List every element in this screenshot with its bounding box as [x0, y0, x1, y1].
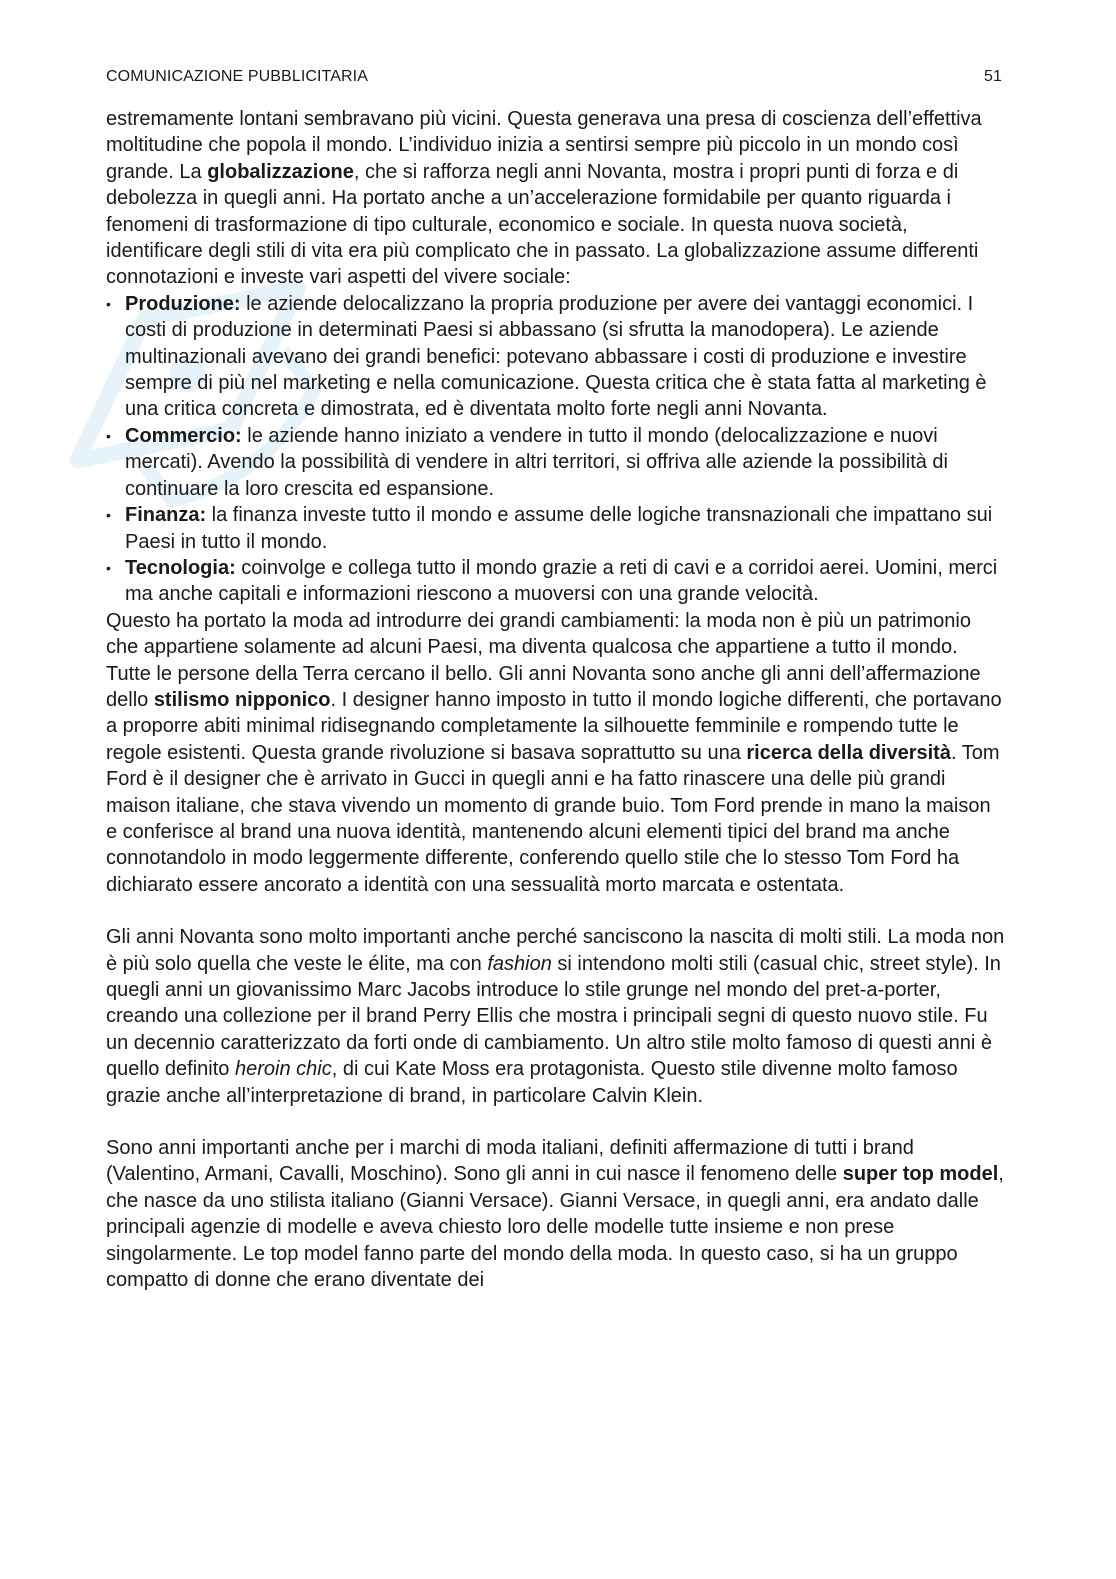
list-item — [106, 423, 1006, 502]
document-title: COMUNICAZIONE PUBBLICITARIA — [106, 68, 368, 85]
term-fashion: fashion — [487, 952, 552, 975]
paragraph-top-model: Sono anni importanti anche per i marchi di moda italiani, definiti affermazione di tutti i brand (Valentino, Armani, Cavalli, Moschino). Sono gli anni in cui nasce il fenomeno delle super top model, che nasce da uno stilista italiano (Gianni Versace). Gianni Versace, in quegli anni, era andato dalle principali agenzie di modelle e aveva chiesto loro delle modelle tutte insieme e non prese singolarmente. Le top model fanno parte del mondo della moda. In questo caso, si ha un gruppo compatto di donne che erano diventate dei — [106, 1137, 1004, 1292]
keyword-globalizzazione: globalizzazione — [207, 160, 354, 183]
bullet-icon: • — [106, 559, 111, 576]
bullet-icon: • — [106, 507, 111, 524]
keyword-stilismo-nipponico: stilismo nipponico — [153, 688, 331, 711]
list-item — [106, 502, 1006, 555]
list-item — [106, 291, 1006, 423]
bullet-icon: • — [106, 295, 111, 312]
paragraph-moda: Questo ha portato la moda ad introdurre dei grandi cambiamenti: la moda non è più un patrimonio che appartiene solamente ad alcuni Paesi, ma diventa qualcosa che appartiene a tutto il mondo. Tutte le persone della Terra cercano il bello. Gli anni Novanta sono anche gli anni dell’affermazione dello stilismo nipponico. I designer hanno imposto in tutto il mondo logiche differenti, che portavano a proporre abiti minimal ridisegnando completamente la silhouette femminile e rompendo tutte le regole esistenti. Questa grande rivoluzione si basava soprattutto su una ricerca della diversità. Tom Ford è il designer che è arrivato in Gucci in quegli anni e ha fatto rinascere una delle più grandi maison italiane, che stava vivendo un momento di grande buio. Tom Ford prende in mano la maison e conferisce al brand una nuova identità, mantenendo alcuni elementi tipici del brand ma anche connotandolo in modo leggermente differente, conferendo quello stile che lo stesso Tom Ford ha dichiarato essere ancorato a identità con una sessualità morto marcata e ostentata. — [106, 609, 1002, 896]
list-item-label: Produzione: — [125, 292, 241, 315]
keyword-super-top-model: super top model — [842, 1163, 999, 1186]
list-item-text: le aziende delocalizzano la propria produzione per avere dei vantaggi economici. I costi di produzione in determinati Paesi si abbassano (si sfrutta la manodopera). Le aziende multinazionali avevano dei grandi benefici: potevano abbassare i costi di produzione e investire sempre di più nel marketing e nella comunicazione. Questa critica che è stata fatta al marketing è una critica concreta e dimostrata, ed è diventata molto forte negli anni Novanta. — [125, 292, 987, 421]
page-content — [106, 106, 1006, 1293]
paragraph-stili: Gli anni Novanta sono molto importanti anche perché sanciscono la nascita di molti stili. La moda non è più solo quella che veste le élite, ma con fashion si intendono molti stili (casual chic, street style). In quegli anni un giovanissimo Marc Jacobs introduce lo stile grunge nel mondo del pret-a-porter, creando una collezione per il brand Perry Ellis che mostra i principali segni di questo nuovo stile. Fu un decennio caratterizzato da forti onde di cambiamento. Un altro stile molto famoso di questi anni è quello definito heroin chic, di cui Kate Moss era protagonista. Questo stile divenne molto famoso grazie anche all’interpretazione di brand, in particolare Calvin Klein. — [106, 926, 1005, 1107]
bullet-icon: • — [106, 427, 111, 444]
list-item-text: la finanza investe tutto il mondo e assume delle logiche transnazionali che impattano sui Paesi in tutto il mondo. — [125, 504, 993, 553]
list-item-text: le aziende hanno iniziato a vendere in tutto il mondo (delocalizzazione e nuovi mercati). Avendo la possibilità di vendere in altri territori, si offriva alle aziende la possibilità di continuare la loro crescita ed espansione. — [125, 424, 948, 500]
page-header — [106, 68, 1002, 92]
keyword-ricerca-diversita: ricerca della diversità — [746, 741, 951, 764]
term-heroin-chic: heroin chic — [234, 1058, 332, 1081]
page-number: 51 — [984, 68, 1002, 85]
list-item-label: Finanza: — [125, 504, 207, 527]
list-item — [106, 555, 1006, 608]
list-item-text: coinvolge e collega tutto il mondo grazie a reti di cavi e a corridoi aerei. Uomini, merci ma anche capitali e informazioni riescono a muoversi con una grande velocità. — [125, 556, 998, 606]
list-item-label: Commercio: — [125, 424, 242, 447]
list-item-label: Tecnologia: — [125, 556, 236, 579]
paragraph-globalizzazione: estremamente lontani sembravano più vicini. Questa generava una presa di coscienza dell’effettiva moltitudine che popola il mondo. L’individuo inizia a sentirsi sempre più piccolo in un mondo così grande. La globalizzazione, che si rafforza negli anni Novanta, mostra i propri punti di forza e di debolezza in quegli anni. Ha portato anche a un’accelerazione formidabile per quanto riguarda i fenomeni di trasformazione di tipo culturale, economico e sociale. In questa nuova società, identificare degli stili di vita era più complicato che in passato. La globalizzazione assume differenti connotazioni e investe vari aspetti del vivere sociale: — [106, 108, 982, 289]
bullet-list — [106, 291, 1006, 608]
